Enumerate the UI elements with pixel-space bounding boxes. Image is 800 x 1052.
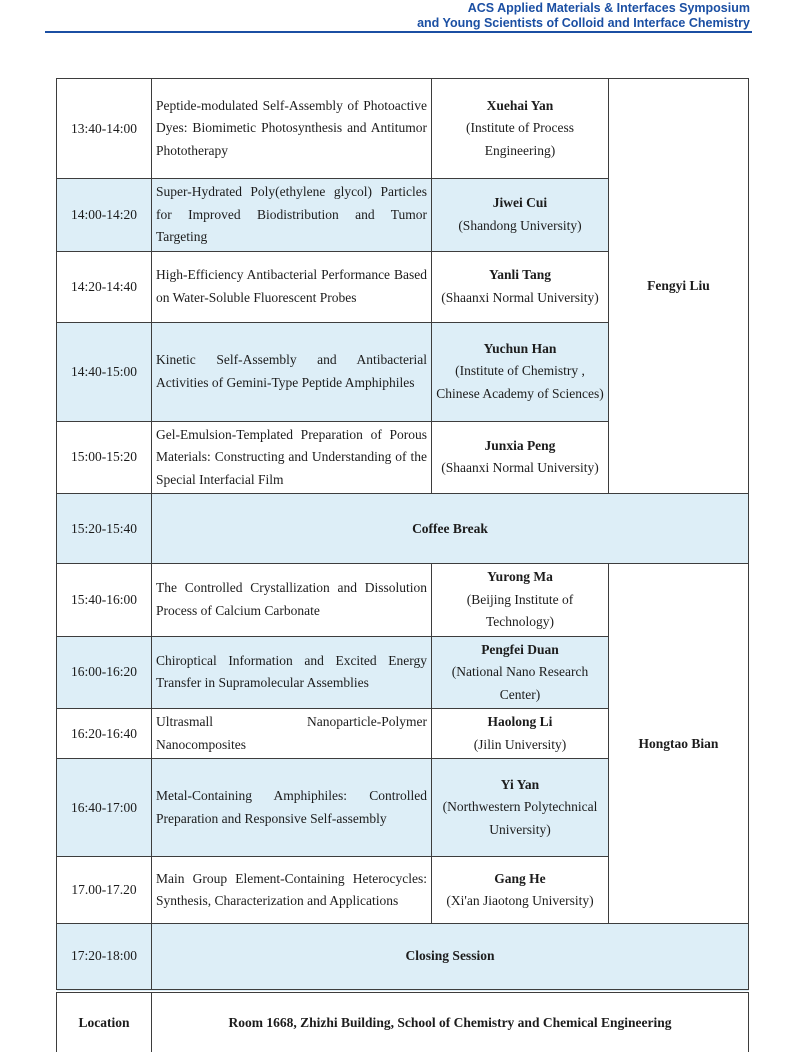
speaker-affiliation: (National Nano Research Center)	[451, 664, 589, 702]
time-cell: 13:40-14:00	[57, 79, 152, 179]
talk-title-cell: Super-Hydrated Poly(ethylene glycol) Particles for Improved Biodistribution and Tumor Targeting	[152, 179, 432, 252]
header-title-line2: and Young Scientists of Colloid and Interface Chemistry	[417, 15, 750, 30]
speaker-name: Yurong Ma	[487, 569, 553, 584]
speaker-cell	[432, 759, 609, 857]
time-cell: 15:40-16:00	[57, 564, 152, 637]
time-cell: 15:00-15:20	[57, 421, 152, 494]
closing-session-row	[57, 924, 749, 991]
speaker-name: Jiwei Cui	[492, 195, 548, 211]
speaker-cell	[432, 709, 609, 759]
talk-title-cell: The Controlled Crystallization and Dissolution Process of Calcium Carbonate	[152, 564, 432, 637]
speaker-affiliation: (Institute of Process Engineering)	[466, 120, 574, 158]
time-cell: 16:20-16:40	[57, 709, 152, 759]
speaker-name: Yanli Tang	[489, 267, 551, 282]
speaker-cell	[432, 79, 609, 179]
schedule-table	[56, 78, 749, 1052]
speaker-cell	[432, 179, 609, 252]
session-chair-cell: Hongtao Bian	[609, 564, 749, 924]
time-cell: 17.00-17.20	[57, 857, 152, 924]
location-label-cell: Location	[57, 991, 152, 1052]
speaker-cell	[432, 421, 609, 494]
talk-title-cell: Metal-Containing Amphiphiles: Controlled Preparation and Responsive Self-assembly	[152, 759, 432, 857]
header-divider	[45, 31, 752, 33]
speaker-name: Haolong Li	[487, 714, 553, 729]
table-row	[57, 79, 749, 179]
speaker-cell	[432, 251, 609, 322]
speaker-cell	[432, 636, 609, 709]
time-cell: 16:00-16:20	[57, 636, 152, 709]
speaker-name: Junxia Peng	[484, 437, 556, 453]
talk-title-cell: Kinetic Self-Assembly and Antibacterial Activities of Gemini-Type Peptide Amphiphiles	[152, 322, 432, 421]
talk-title-cell: High-Efficiency Antibacterial Performance Based on Water-Soluble Fluorescent Probes	[152, 251, 432, 322]
location-value-cell: Room 1668, Zhizhi Building, School of Chemistry and Chemical Engineering	[152, 991, 749, 1052]
speaker-affiliation: (Jilin University)	[473, 736, 567, 752]
speaker-cell	[432, 564, 609, 637]
document-header	[0, 1, 750, 30]
time-cell: 15:20-15:40	[57, 494, 152, 564]
time-cell: 14:40-15:00	[57, 322, 152, 421]
coffee-break-row	[57, 494, 749, 564]
speaker-affiliation: (Shandong University)	[458, 217, 582, 233]
speaker-affiliation: (Institute of Chemistry , Chinese Academy of Sciences)	[436, 363, 604, 401]
speaker-affiliation: (Shaanxi Normal University)	[441, 460, 599, 476]
speaker-cell	[432, 857, 609, 924]
talk-title-cell: Ultrasmall Nanoparticle-Polymer Nanocomposites	[152, 709, 432, 759]
speaker-name: Yi Yan	[500, 776, 540, 792]
time-cell: 17:20-18:00	[57, 924, 152, 991]
table-row	[57, 564, 749, 637]
time-cell: 16:40-17:00	[57, 759, 152, 857]
speaker-affiliation: (Xi'an Jiaotong University)	[446, 893, 594, 908]
talk-title-cell: Peptide-modulated Self-Assembly of Photoactive Dyes: Biomimetic Photosynthesis and Antitumor Phototherapy	[152, 79, 432, 179]
talk-title-cell: Main Group Element-Containing Heterocycles: Synthesis, Characterization and Applications	[152, 857, 432, 924]
coffee-break-cell: Coffee Break	[152, 494, 749, 564]
speaker-name: Pengfei Duan	[481, 641, 559, 657]
speaker-name: Yuchun Han	[483, 340, 557, 356]
header-title-line1: ACS Applied Materials & Interfaces Symposium	[467, 1, 750, 15]
speaker-name: Xuehai Yan	[486, 97, 554, 113]
talk-title-cell: Chiroptical Information and Excited Energy Transfer in Supramolecular Assemblies	[152, 636, 432, 709]
location-row	[57, 991, 749, 1052]
closing-session-cell: Closing Session	[152, 924, 749, 991]
speaker-affiliation: (Shaanxi Normal University)	[441, 289, 599, 305]
speaker-cell	[432, 322, 609, 421]
time-cell: 14:20-14:40	[57, 251, 152, 322]
speaker-name: Gang He	[494, 870, 546, 886]
speaker-affiliation: (Northwestern Polytechnical University)	[442, 799, 598, 837]
talk-title-cell: Gel-Emulsion-Templated Preparation of Porous Materials: Constructing and Understanding of the Special Interfacial Film	[152, 421, 432, 494]
speaker-affiliation: (Beijing Institute of Technology)	[466, 591, 574, 629]
session-chair-cell: Fengyi Liu	[609, 79, 749, 494]
time-cell: 14:00-14:20	[57, 179, 152, 252]
